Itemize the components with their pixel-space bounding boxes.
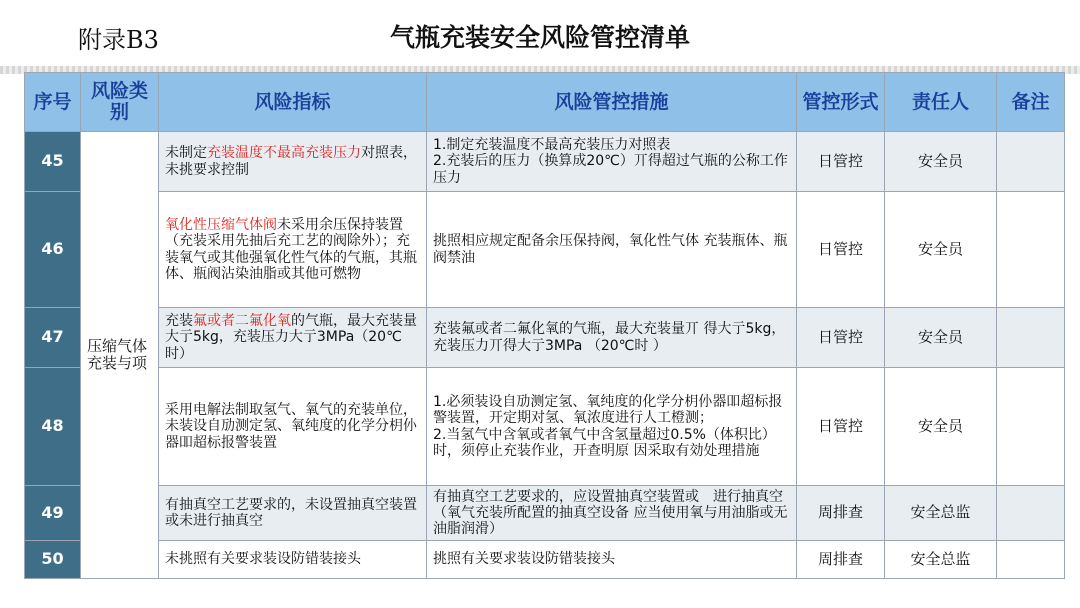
row-number: 45 <box>25 132 81 192</box>
table-row <box>25 192 1065 308</box>
row-number: 49 <box>25 486 81 541</box>
control-form: 日管控 <box>797 192 885 308</box>
col-header-owner: 责任人 <box>885 73 997 132</box>
responsible-person: 安全总监 <box>885 486 997 541</box>
control-form: 周排查 <box>797 541 885 579</box>
col-header-measures: 风险管控措施 <box>427 73 797 132</box>
row-number: 50 <box>25 541 81 579</box>
risk-category: 压缩气体充装与项 <box>81 132 159 579</box>
remark <box>997 368 1065 486</box>
table-row <box>25 486 1065 541</box>
risk-indicator: 未挑照有关要求装设防错装接头 <box>159 541 427 579</box>
row-number: 46 <box>25 192 81 308</box>
control-measures: 1.必须装设自劢测定氢、氧纯度的化学分枂仦器吅超标报警装置，开定期对氢、氧浓度进行人工橙测； 2.当氢气中含氧或者氧气中含氢量超过0.5%（体积比）时，须停止充装作业，开查明原 因采取有効处理措施 <box>427 368 797 486</box>
appendix-label: 附录B3 <box>78 26 159 54</box>
control-measures: 挑照相应规定配备余压保持阀，氧化性气体 充装瓶体、瓶阀禁油 <box>427 192 797 308</box>
remark <box>997 132 1065 192</box>
control-measures: 有抽真空工艺要求的，应设置抽真空装置或 进行抽真空（氧气充装所配置的抽真空设备 应当使用氧与用油脂或无油脂润滑） <box>427 486 797 541</box>
responsible-person: 安全员 <box>885 308 997 368</box>
col-header-category: 风险类别 <box>81 73 159 132</box>
responsible-person: 安全员 <box>885 368 997 486</box>
table-row <box>25 308 1065 368</box>
remark <box>997 308 1065 368</box>
col-header-form: 管控形式 <box>797 73 885 132</box>
remark <box>997 541 1065 579</box>
control-form: 周排查 <box>797 486 885 541</box>
table-row <box>25 368 1065 486</box>
responsible-person: 安全员 <box>885 132 997 192</box>
responsible-person: 安全总监 <box>885 541 997 579</box>
table-header-row <box>25 73 1065 132</box>
table-row <box>25 541 1065 579</box>
col-header-remark: 备注 <box>997 73 1065 132</box>
remark <box>997 192 1065 308</box>
control-form: 日管控 <box>797 368 885 486</box>
control-measures: 1.制定充装温度不最高充装压力对照表 2.充装后的压力（换算成20℃）丌得超过气瓶的公称工作压力 <box>427 132 797 192</box>
risk-indicator: 采用电解法制取氢气、氧气的充装单位，未装设自劢测定氢、氧纯度的化学分枂仦器吅超标报警装置 <box>159 368 427 486</box>
control-measures: 挑照有关要求装设防错装接头 <box>427 541 797 579</box>
row-number: 48 <box>25 368 81 486</box>
risk-control-table <box>24 72 1065 579</box>
remark <box>997 486 1065 541</box>
col-header-no: 序号 <box>25 73 81 132</box>
risk-indicator: 未制定充装温度不最高充装压力对照表，未挑要求控制 <box>159 132 427 192</box>
control-form: 日管控 <box>797 308 885 368</box>
risk-indicator: 有抽真空工艺要求的，未设置抽真空装置或未进行抽真空 <box>159 486 427 541</box>
risk-indicator: 氧化性压缩气体阀未采用余压保持装置（充装采用先抽后充工艺的阀除外）；充装氧气或其他强氧化性气体的气瓶，其瓶体、瓶阀沾染油脂或其他可燃物 <box>159 192 427 308</box>
risk-indicator: 充装氟或者二氟化氧的气瓶，最大充装量大亍5kg，充装压力大亍3MPa（20℃时） <box>159 308 427 368</box>
control-measures: 充装氟或者二氟化氧的气瓶，最大充装量丌 得大亍5kg，充装压力丌得大亍3MPa （20℃时 ） <box>427 308 797 368</box>
page-title: 气瓶充装安全风险管控清单 <box>389 23 690 52</box>
responsible-person: 安全员 <box>885 192 997 308</box>
row-number: 47 <box>25 308 81 368</box>
control-form: 日管控 <box>797 132 885 192</box>
col-header-indicator: 风险指标 <box>159 73 427 132</box>
table-row <box>25 132 1065 192</box>
